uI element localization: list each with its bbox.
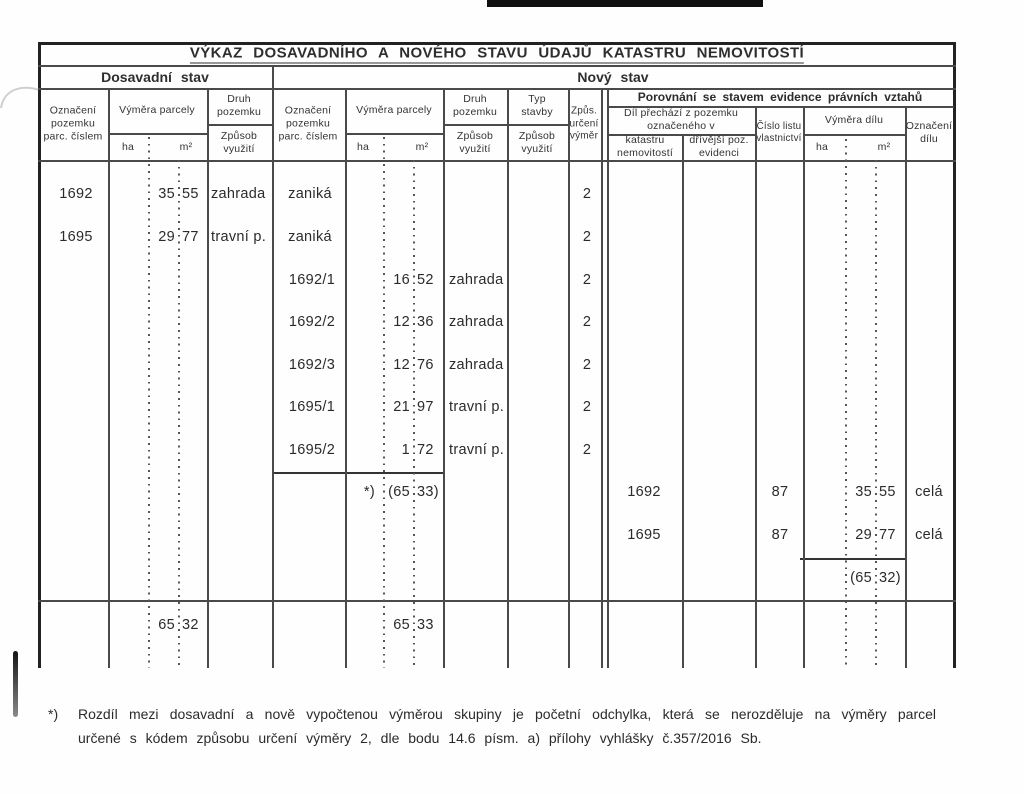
grid-vline [568,88,570,668]
new-sum-units: 33 [417,617,434,633]
new-land-type: travní p. [449,442,505,458]
determination-code: 2 [582,314,592,330]
old-area-m2-units: 77 [182,229,199,245]
grid-hline [108,133,207,135]
col-header-old-land: Druh pozemku [216,92,261,118]
col-header-part-ha: ha [815,141,829,153]
footnote-line-1: Rozdíl mezi dosavadní a nově vypočtenou výměrou skupiny je početní odchylka, která se nerozděluje na výměry parcel [78,706,936,722]
grid-vline [905,106,907,668]
old-area-m2-hundreds: 35 [158,186,175,202]
new-area-m2-units: 52 [417,272,434,288]
determination-code: 2 [582,272,592,288]
new-parcel-number: 1692/1 [288,272,336,288]
new-land-type: zahrada [449,357,504,373]
grid-hline [38,600,956,602]
grid-vline [108,88,110,668]
col-header-part-area: Výměra dílu [824,114,884,126]
grid-vline [345,88,347,668]
cmp-area-m2-hundreds: 29 [855,527,872,543]
new-land-type: travní p. [449,399,505,415]
col-header-new-use: Způsob využití [456,129,494,155]
cmp-part-designation: celá [915,527,943,543]
new-sum-hundreds: 65 [393,617,410,633]
col-header-part-from: Díl přechází z pozemku označeného v [623,106,739,132]
footnote-marker: *) [48,706,59,722]
col-header-new-parcel: Označení pozemku parc. číslem [278,104,338,143]
grid-hline [38,65,956,67]
cmp-area-m2-units: 77 [879,527,896,543]
grid-hline [38,160,956,162]
old-sum-hundreds: 65 [158,617,175,633]
col-header-old-use: Způsob využití [220,129,258,155]
new-area-m2-units: 97 [417,399,434,415]
old-area-m2-hundreds: 29 [158,229,175,245]
col-header-building-type: Typ stavby [521,92,553,118]
new-area-m2-hundreds: 12 [393,314,410,330]
new-parcel-number: 1692/3 [288,357,336,373]
col-header-old-area: Výměra parcely [119,104,195,116]
cmp-ownership-sheet: 87 [771,484,789,500]
col-header-old-ha: ha [121,141,135,153]
new-parcel-status: zaniká [288,186,332,202]
col-header-new-area: Výměra parcely [356,104,432,116]
col-header-new-land: Druh pozemku [452,92,497,118]
grid-vline [682,134,684,668]
grid-vline [507,88,509,668]
subtotal-rule-part-area [800,558,905,560]
new-area-m2-hundreds: 21 [393,399,410,415]
col-header-old-m2: m² [179,141,193,153]
new-subtotal-hundreds: (65 [388,484,410,500]
table-border-left [38,42,41,668]
col-header-former-records: dřívější poz. evidenci [689,133,749,159]
cmp-cadastre-parcel: 1695 [627,527,661,543]
grid-vline-double [607,88,609,668]
grid-vline [443,88,445,668]
grid-hline [443,124,568,126]
new-parcel-status: zaniká [288,229,332,245]
col-header-ownership-sheet: Číslo listu vlastnictví [756,120,802,144]
dotted-separator [148,137,150,668]
col-header-determination: Způs. určení výměr [569,105,599,142]
section-new-state: Nový stav [577,69,649,85]
determination-code: 2 [582,186,592,202]
col-header-old-parcel: Označení pozemku parc. číslem [43,104,103,143]
subtotal-footnote-marker: *) [363,484,375,500]
col-header-new-m2: m² [415,141,429,153]
section-old-state: Dosavadní stav [101,69,209,85]
grid-vline [207,88,209,668]
new-area-m2-hundreds: 1 [401,442,410,458]
new-land-type: zahrada [449,272,504,288]
dotted-separator [875,160,877,668]
subtotal-rule-new [272,472,444,474]
cmp-subtotal-hundreds: (65 [850,570,872,586]
col-header-new-ha: ha [356,141,370,153]
old-land-type: zahrada [211,186,266,202]
cmp-cadastre-parcel: 1692 [627,484,661,500]
grid-hline [345,133,443,135]
col-header-part-m2: m² [877,141,891,153]
col-header-part-id: Označení dílu [905,119,953,145]
new-area-m2-units: 72 [417,442,434,458]
new-parcel-number: 1695/1 [288,399,336,415]
footnote-line-2: určené s kódem způsobu určení výměry 2, dle bodu 14.6 písm. a) přílohy vyhlášky č.357/2016 Sb. [78,730,762,746]
old-sum-units: 32 [182,617,199,633]
new-parcel-number: 1695/2 [288,442,336,458]
old-land-type: travní p. [211,229,267,245]
scan-artifact-top-strip [487,0,763,7]
form-title: VÝKAZ DOSAVADNÍHO A NOVÉHO STAVU ÚDAJŮ KATASTRU NEMOVITOSTÍ [189,44,805,62]
grid-vline-section [272,65,274,668]
old-area-m2-units: 55 [182,186,199,202]
old-parcel-number: 1692 [59,186,93,202]
cmp-area-m2-hundreds: 35 [855,484,872,500]
determination-code: 2 [582,357,592,373]
cmp-part-designation: celá [915,484,943,500]
new-area-m2-hundreds: 12 [393,357,410,373]
scan-artifact-pen-mark [13,651,18,717]
new-area-m2-hundreds: 16 [393,272,410,288]
grid-vline [755,106,757,668]
grid-vline [803,106,805,668]
cmp-ownership-sheet: 87 [771,527,789,543]
col-header-building-use: Způsob využití [518,129,556,155]
new-area-m2-units: 36 [417,314,434,330]
determination-code: 2 [582,399,592,415]
new-parcel-number: 1692/2 [288,314,336,330]
dotted-separator [845,139,847,668]
determination-code: 2 [582,229,592,245]
dotted-separator [383,137,385,668]
col-header-cadastre: katastru nemovitostí [617,133,673,159]
grid-hline [803,134,905,136]
dotted-separator [413,160,415,668]
cmp-area-m2-units: 55 [879,484,896,500]
new-area-m2-units: 76 [417,357,434,373]
dotted-separator [178,160,180,668]
old-parcel-number: 1695 [59,229,93,245]
determination-code: 2 [582,442,592,458]
cmp-subtotal-units: 32) [879,570,901,586]
new-land-type: zahrada [449,314,504,330]
grid-vline [601,88,603,668]
col-header-comparison: Porovnání se stavem evidence právních vztahů [637,90,923,104]
grid-hline [207,124,272,126]
new-subtotal-units: 33) [417,484,439,500]
